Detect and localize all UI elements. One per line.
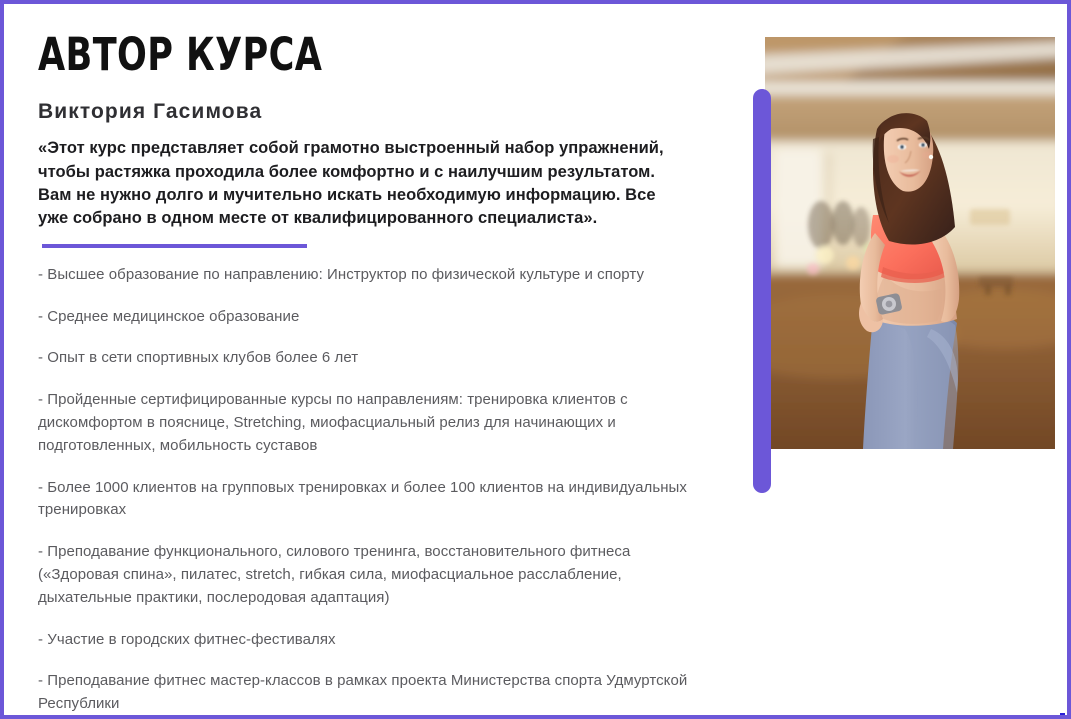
list-item: - Преподавание фитнес мастер-классов в рамках проекта Министерства спорта Удмуртской Республики: [38, 672, 688, 713]
stray-pixel-artifact: [1060, 713, 1065, 718]
author-photo-illustration: [765, 37, 1055, 449]
list-item: - Пройденные сертифицированные курсы по направлениям: тренировка клиентов с дискомфортом в пояснице, Stretching, миофасциальный релиз для начинающих и подготовленных, мобильность суставов: [38, 391, 628, 454]
author-photo: [765, 37, 1055, 449]
accent-divider: [42, 244, 307, 248]
author-quote: «Этот курс представляет собой грамотно выстроенный набор упражнений, чтобы растяжка проходила более комфортно и с наилучшим результатом. Вам не нужно долго и мучительно искать необходимую информацию. Все уже собрано в одном месте от квалифицированного специалиста».: [38, 139, 664, 228]
list-item: - Преподавание функционального, силового тренинга, восстановительного фитнеса («Здоровая спина», пилатес, stretch, гибкая сила, миофасциальное расслабление, дыхательные практики, послеродовая адаптация): [38, 543, 631, 606]
credentials-list: [38, 264, 688, 716]
accent-bar: [753, 89, 771, 493]
list-item: - Опыт в сети спортивных клубов более 6 лет: [38, 349, 359, 367]
list-item: - Более 1000 клиентов на групповых тренировках и более 100 клиентов на индивидуальных тренировках: [38, 478, 687, 519]
list-item: - Среднее медицинское образование: [38, 307, 300, 325]
page-title: АВТОР КУРСА: [38, 28, 323, 81]
list-item: - Высшее образование по направлению: Инструктор по физической культуре и спорту: [38, 265, 644, 283]
text-column: [38, 28, 688, 716]
list-item: - Участие в городских фитнес-фестивалях: [38, 630, 336, 648]
media-column: [753, 37, 1055, 497]
author-name: Виктория Гасимова: [38, 100, 263, 123]
